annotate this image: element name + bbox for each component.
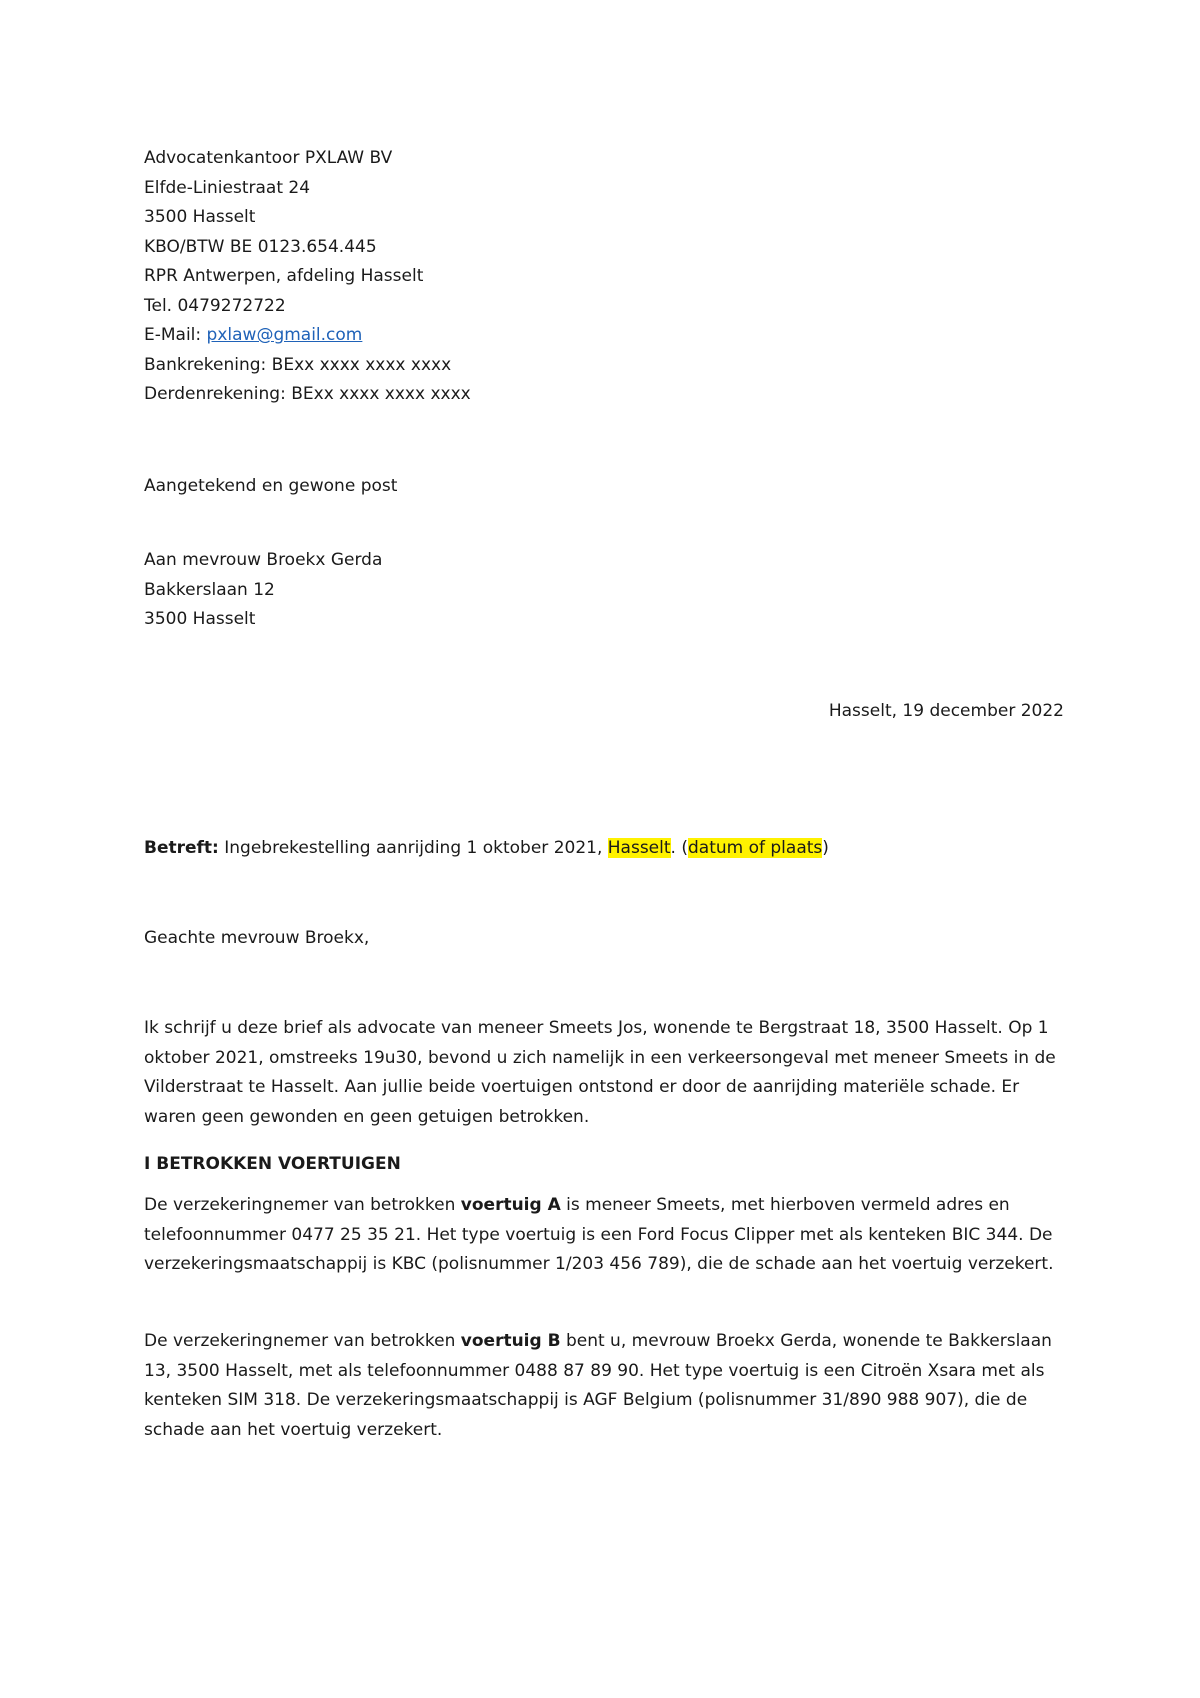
sender-email-label: E-Mail: <box>144 325 207 345</box>
sender-firm: Advocatenkantoor PXLAW BV <box>144 148 393 168</box>
subject-text: Ingebrekestelling aanrijding 1 oktober 2021, <box>218 838 608 858</box>
subject-place-highlight: Hasselt <box>607 838 671 858</box>
sender-phone: Tel. 0479272722 <box>144 295 286 316</box>
sender-vat: KBO/BTW BE 0123.654.445 <box>144 236 377 257</box>
sender-email-line <box>144 321 1064 351</box>
vehicle-b-post: bent u, mevrouw Broekx Gerda, wonende te Bakkerslaan 13, 3500 Hasselt, met als telefoonnummer 0488 87 89 90. Het type voertuig is een Citroën Xsara met als kenteken SIM 318. De verzekeringsmaatschappij is AGF Belgium (polisnummer 31/890 988 907), die de schade aan het voertuig verzekert. <box>144 1331 1052 1440</box>
recipient-address <box>144 546 1064 635</box>
sender-third-party-account: Derdenrekening: BExx xxxx xxxx xxxx <box>144 384 471 404</box>
subject-line <box>144 834 1064 864</box>
section-title: I BETROKKEN VOERTUIGEN <box>144 1154 401 1174</box>
vehicle-b-pre: De verzekeringnemer van betrokken <box>144 1331 461 1351</box>
recipient-name: Aan mevrouw Broekx Gerda <box>144 550 383 570</box>
sender-street: Elfde-Liniestraat 24 <box>144 177 311 198</box>
subject-punct: . ( <box>670 838 688 858</box>
vehicle-a-post: is meneer Smeets, met hierboven vermeld adres en telefoonnummer 0477 25 35 21. Het type voertuig is een Ford Focus Clipper met als kenteken BIC 344. De verzekeringsmaatschappij is KBC (polisnummer 1/203 456 789), die de schade aan het voertuig verzekert. <box>144 1195 1054 1274</box>
vehicle-b-paragraph <box>144 1327 1064 1445</box>
subject-close: ) <box>822 838 829 858</box>
vehicle-a-paragraph <box>144 1191 1064 1280</box>
delivery-method: Aangetekend en gewone post <box>144 476 398 496</box>
subject-note-highlight: datum of plaats <box>687 838 823 858</box>
vehicle-b-label: voertuig B <box>460 1331 561 1351</box>
intro-paragraph: Ik schrijf u deze brief als advocate van meneer Smeets Jos, wonende te Bergstraat 18, 3500 Hasselt. Op 1 oktober 2021, omstreeks 19u30, bevond u zich namelijk in een verkeersongeval met meneer Smeets in de Vilderstraat te Hasselt. Aan jullie beide voertuigen ontstond er door de aanrijding materiële schade. Er waren geen gewonden en geen getuigen betrokken. <box>144 1018 1056 1127</box>
sender-city: 3500 Hasselt <box>144 207 256 227</box>
recipient-street: Bakkerslaan 12 <box>144 579 275 600</box>
sender-bank: Bankrekening: BExx xxxx xxxx xxxx <box>144 354 452 375</box>
sender-email-link[interactable]: pxlaw@gmail.com <box>206 325 363 345</box>
sender-address <box>144 144 1064 410</box>
vehicle-a-label: voertuig A <box>460 1195 561 1215</box>
subject-label: Betreft: <box>144 838 219 858</box>
salutation: Geachte mevrouw Broekx, <box>144 928 370 948</box>
vehicle-a-pre: De verzekeringnemer van betrokken <box>144 1195 461 1215</box>
sender-register: RPR Antwerpen, afdeling Hasselt <box>144 266 424 286</box>
letter-date: Hasselt, 19 december 2022 <box>828 701 1064 721</box>
recipient-city: 3500 Hasselt <box>144 609 256 629</box>
